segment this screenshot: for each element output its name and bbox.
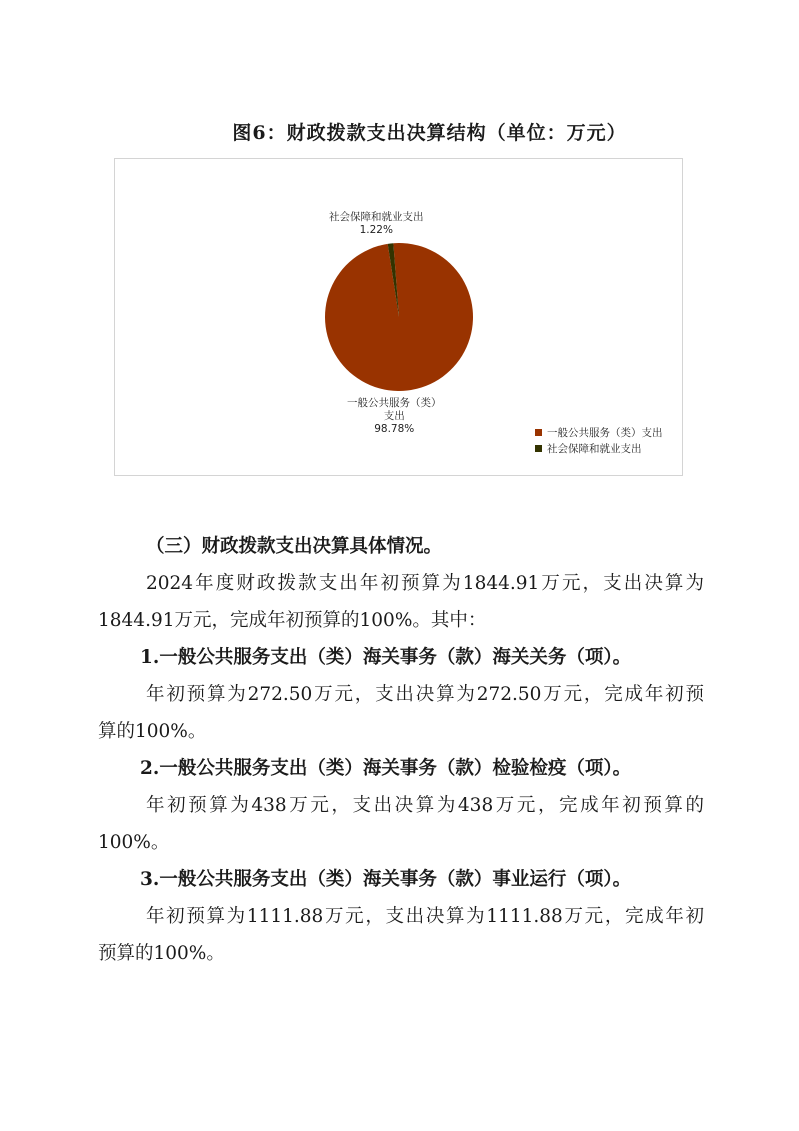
item-3-line-2: 预算的100%。 <box>98 943 225 964</box>
item-2-title: 2.一般公共服务支出（类）海关事务（款）检验检疫（项）。 <box>140 758 632 779</box>
pie-chart <box>114 158 683 476</box>
pie-label-social-security-name: 社会保障和就业支出 <box>329 211 424 223</box>
intro-line-1: 2024年度财政拨款支出年初预算为1844.91万元，支出决算为 <box>146 573 704 594</box>
legend-item-social-security <box>535 440 663 456</box>
pie-label-social-security-percent: 1.22% <box>359 224 393 236</box>
legend-label-social-security: 社会保障和就业支出 <box>547 442 642 455</box>
pie-label-general-public-service-name-2: 支出 <box>383 410 405 422</box>
intro-line-2: 1844.91万元，完成年初预算的100%。其中： <box>98 610 487 631</box>
item-3-line-1: 年初预算为1111.88万元，支出决算为1111.88万元，完成年初 <box>146 906 704 927</box>
chart-legend <box>535 424 663 456</box>
item-1-title: 1.一般公共服务支出（类）海关事务（款）海关关务（项）。 <box>140 647 632 668</box>
legend-item-general-public-service <box>535 424 663 440</box>
legend-swatch-general-public-service <box>535 429 542 436</box>
pie-label-general-public-service-percent: 98.78% <box>374 423 415 435</box>
pie-label-general-public-service <box>347 397 442 436</box>
legend-swatch-social-security <box>535 445 542 452</box>
item-2-line-1: 年初预算为438万元，支出决算为438万元，完成年初预算的 <box>146 795 704 816</box>
item-3-title: 3.一般公共服务支出（类）海关事务（款）事业运行（项）。 <box>140 869 632 890</box>
item-1-line-2: 算的100%。 <box>98 721 207 742</box>
pie-label-social-security <box>329 211 424 237</box>
section-heading: （三）财政拨款支出决算具体情况。 <box>146 536 443 557</box>
item-2-line-2: 100%。 <box>98 832 170 853</box>
section-body <box>98 528 704 988</box>
legend-label-general-public-service: 一般公共服务（类）支出 <box>547 426 663 439</box>
pie-label-general-public-service-name-1: 一般公共服务（类） <box>347 397 442 409</box>
figure-title: 图6：财政拨款支出决算结构（单位：万元） <box>232 122 627 144</box>
item-1-line-1: 年初预算为272.50万元，支出决算为272.50万元，完成年初预 <box>146 684 704 705</box>
